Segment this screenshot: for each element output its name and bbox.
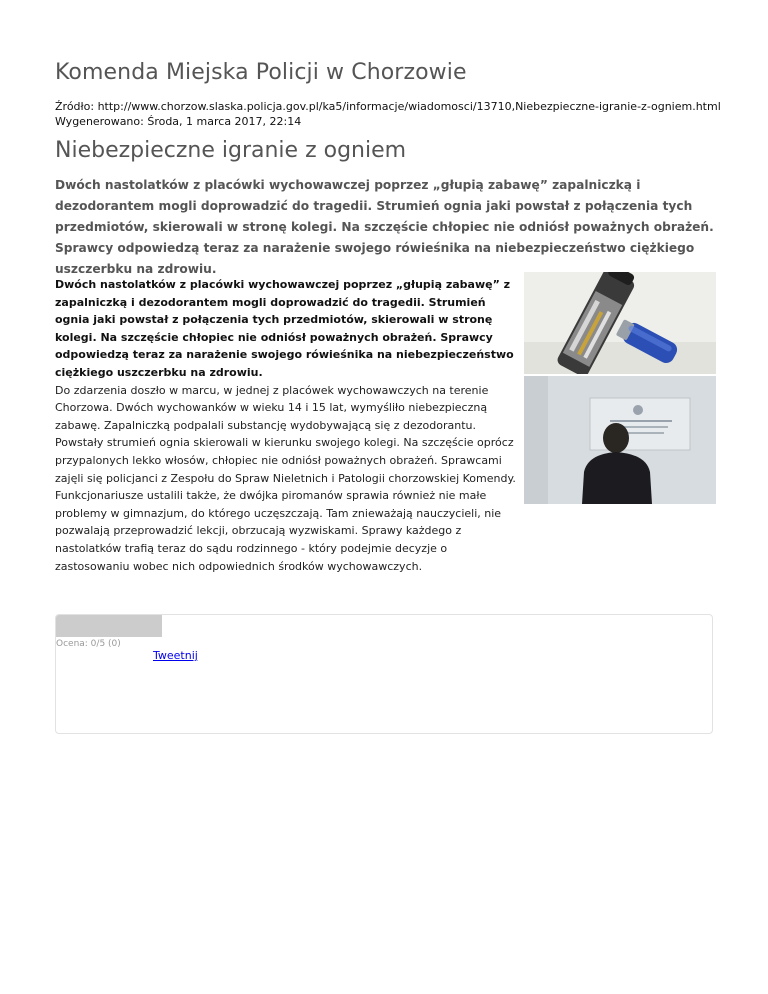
photo-suspect-back [524, 376, 716, 504]
article-title: Niebezpieczne igranie z ogniem [55, 138, 407, 163]
site-title: Komenda Miejska Policji w Chorzowie [55, 60, 467, 85]
rating-box [55, 614, 713, 734]
article-lead: Dwóch nastolatków z placówki wychowawczej poprzez „głupią zabawę” zapalniczką i dezodorantem mogli doprowadzić do tragedii. Strumień ognia jaki powstał z połączenia tych przedmiotów, skierowali w stronę kolegi. Na szczęście chłopiec nie odniósł poważnych obrażeń. Sprawcy odpowiedzą teraz za narażenie swojego rówieśnika na niebezpieczeństwo ciężkiego uszczerbku na zdrowiu. [55, 178, 714, 276]
page-meta [55, 99, 721, 129]
rating-stars-bar[interactable] [56, 615, 162, 637]
generated-date: Wygenerowano: Środa, 1 marca 2017, 22:14 [55, 115, 302, 128]
tweet-link[interactable]: Tweetnij [153, 649, 198, 662]
article-body [55, 276, 517, 575]
source-url: Źródło: http://www.chorzow.slaska.policja.gov.pl/ka5/informacje/wiadomosci/13710,Niebezpieczne-igranie-z-ogniem.html [55, 100, 721, 113]
article-body-bold: Dwóch nastolatków z placówki wychowawczej poprzez „głupią zabawę” z zapalniczką i dezodorantem mogli doprowadzić do tragedii. Strumień ognia jaki powstał z połączenia tych przedmiotów, skierowali w stronę kolegi. Na szczęście chłopiec nie odniósł poważnych obrażeń. Sprawcy odpowiedzą teraz za narażenie swojego rówieśnika na niebezpieczeństwo ciężkiego uszczerbku na zdrowiu. [55, 278, 514, 379]
rating-text: Ocena: 0/5 (0) [56, 639, 121, 649]
article-body-text: Do zdarzenia doszło w marcu, w jednej z placówek wychowawczych na terenie Chorzowa. Dwóch wychowanków w wieku 14 i 15 lat, wymyśliło niebezpieczną zabawę. Zapalniczką podpalali substancję wydobywającą się z dezodorantu. Powstały strumień ognia skierowali w kierunku swojego kolegi. Na szczęście oprócz przypalonych lekko włosów, chłopiec nie odniósł poważnych obrażeń. Sprawcami zajęli się policjanci z Zespołu do Spraw Nieletnich i Patologii chorzowskiej Komendy. Funkcjonariusze ustalili także, że dwójka piromanów sprawia również nie małe problemy w gimnazjum, do którego uczęszczają. Tam znieważają nauczycieli, nie pozwalają przeprowadzić lekcji, obrzucają wyzwiskami. Sprawy każdego z nastolatków trafią teraz do sądu rodzinnego - który podejmie decyzje o zastosowaniu wobec nich odpowiednich środków wychowawczych. [55, 383, 516, 573]
photo-deodorant-lighter [524, 272, 716, 374]
